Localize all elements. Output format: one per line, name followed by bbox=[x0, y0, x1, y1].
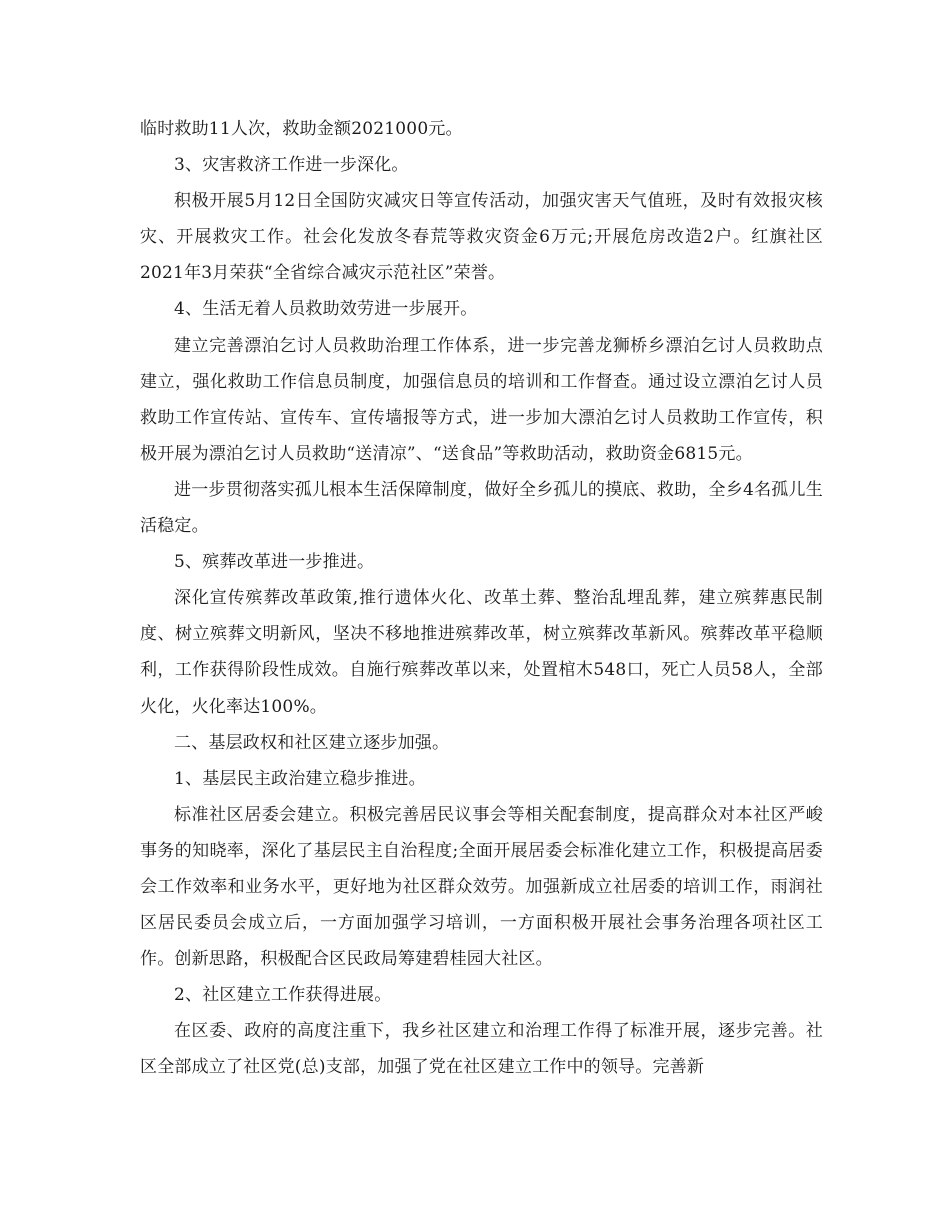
paragraph: 5、殡葬改革进一步推进。 bbox=[174, 552, 375, 573]
paragraph: 积极开展5月12日全国防灾减灾日等宣传活动，加强灾害天气值班，及时有效报灾核灾、开展救灾工作。社会化发放冬春荒等救灾资金6万元;开展危房改造2户。红旗社区2021年3月荣获“全省综合减灾示范社区”荣誉。 bbox=[140, 191, 823, 284]
paragraph: 4、生活无着人员救助效劳进一步展开。 bbox=[174, 299, 478, 320]
paragraph: 2、社区建立工作获得进展。 bbox=[174, 985, 392, 1006]
paragraph: 3、灾害救济工作进一步深化。 bbox=[174, 155, 409, 176]
paragraph: 在区委、政府的高度注重下，我乡社区建立和治理工作得了标准开展，逐步完善。社区全部成立了社区党(总)支部，加强了党在社区建立工作中的领导。完善新 bbox=[140, 1021, 823, 1078]
paragraph: 二、基层政权和社区建立逐步加强。 bbox=[174, 732, 450, 753]
document-body bbox=[140, 111, 823, 1086]
paragraph: 建立完善漂泊乞讨人员救助治理工作体系，进一步完善龙狮桥乡漂泊乞讨人员救助点建立，强化救助工作信息员制度，加强信息员的培训和工作督查。通过设立漂泊乞讨人员救助工作宣传站、宣传车、宣传墙报等方式，进一步加大漂泊乞讨人员救助工作宣传，积极开展为漂泊乞讨人员救助“送清凉”、“送食品”等救助活动，救助资金6815元。 bbox=[140, 335, 823, 464]
paragraph: 1、基层民主政治建立稳步推进。 bbox=[174, 768, 426, 789]
paragraph: 进一步贯彻落实孤儿根本生活保障制度，做好全乡孤儿的摸底、救助，全乡4名孤儿生活稳定。 bbox=[140, 479, 823, 537]
paragraph: 深化宣传殡葬改革政策,推行遗体火化、改革土葬、整治乱埋乱葬，建立殡葬惠民制度、树立殡葬文明新风，坚决不移地推进殡葬改革，树立殡葬改革新风。殡葬改革平稳顺利，工作获得阶段性成效。自施行殡葬改革以来，处置棺木548口，死亡人员58人，全部火化，火化率达100%。 bbox=[140, 588, 823, 717]
paragraph: 标准社区居委会建立。积极完善居民议事会等相关配套制度，提高群众对本社区严峻事务的知晓率，深化了基层民主自治程度;全面开展居委会标准化建立工作，积极提高居委会工作效率和业务水平，更好地为社区群众效劳。加强新成立社居委的培训工作，雨润社区居民委员会成立后，一方面加强学习培训，一方面积极开展社会事务治理各项社区工作。创新思路，积极配合区民政局筹建碧桂园大社区。 bbox=[140, 804, 823, 970]
paragraph: 临时救助11人次，救助金额2021000元。 bbox=[140, 119, 463, 139]
